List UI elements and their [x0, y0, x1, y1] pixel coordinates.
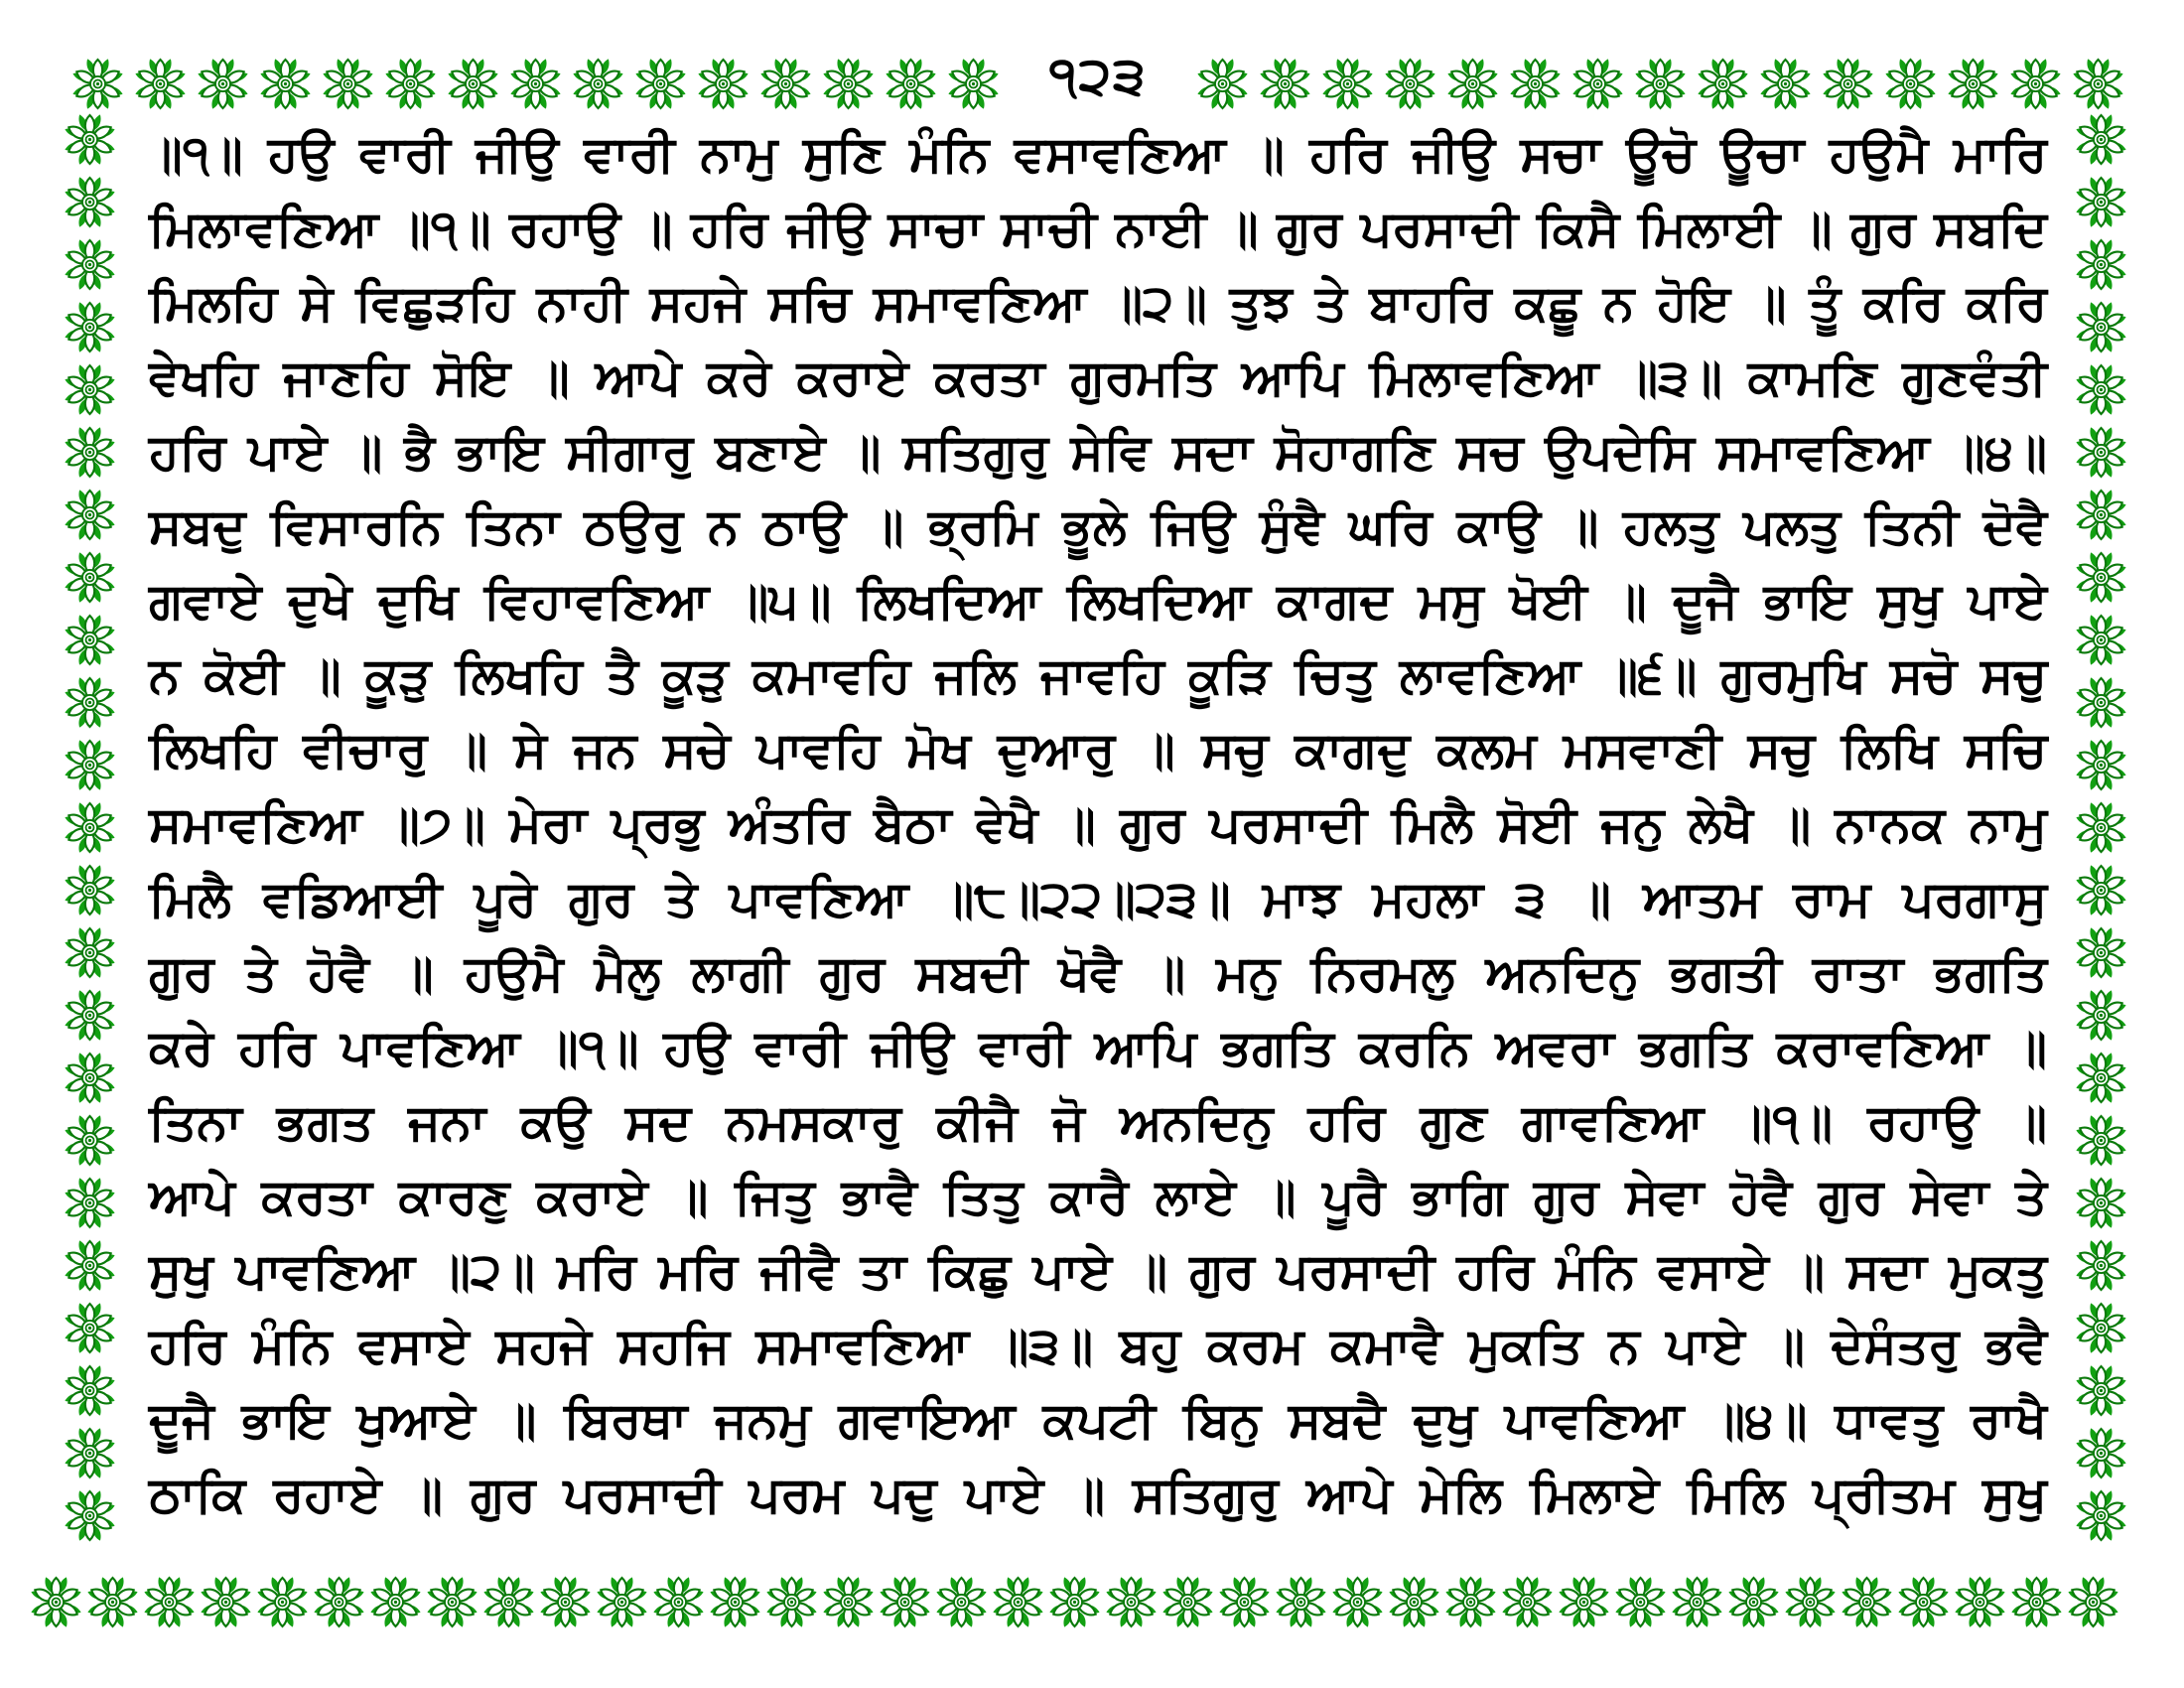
text-line: ਵੇਖਹਿ ਜਾਣਹਿ ਸੋਇ ॥ ਆਪੇ ਕਰੇ ਕਰਾਏ ਕਰਤਾ ਗੁਰਮਤਿ ਆਪਿ ਮਿਲਾਵਣਿਆ ॥੩॥ ਕਾਮਣਿ ਗੁਣਵੰਤੀ [149, 350, 2047, 405]
flower-icon [1273, 1574, 1329, 1630]
flower-icon [1695, 56, 1751, 112]
flower-icon [2073, 361, 2129, 418]
flower-icon [1216, 1574, 1273, 1630]
flower-icon [62, 1362, 118, 1419]
flower-icon [2073, 1175, 2129, 1231]
flower-icon [570, 56, 626, 112]
flower-icon [2070, 56, 2126, 112]
text-line: ਹਰਿ ਪਾਏ ॥ ਭੈ ਭਾਇ ਸੀਗਾਰੁ ਬਣਾਏ ॥ ਸਤਿਗੁਰੁ ਸੇਵਿ ਸਦਾ ਸੋਹਾਗਣਿ ਸਚ ਉਪਦੇਸਿ ਸਮਾਵਣਿਆ ॥੪॥ [149, 424, 2047, 480]
flower-icon [382, 56, 439, 112]
flower-icon [62, 1175, 118, 1231]
flower-icon [1556, 1574, 1612, 1630]
page-number: ੧੨੩ [1048, 48, 1148, 105]
flower-icon [28, 1574, 84, 1630]
flower-icon [62, 299, 118, 355]
flower-icon [424, 1574, 480, 1630]
text-line: ਕਰੇ ਹਰਿ ਪਾਵਣਿਆ ॥੧॥ ਹਉ ਵਾਰੀ ਜੀਉ ਵਾਰੀ ਆਪਿ ਭਗਤਿ ਕਰਨਿ ਅਵਰਾ ਭਗਤਿ ਕਰਾਵਣਿਆ ॥ [149, 1020, 2047, 1075]
flower-icon [257, 56, 314, 112]
flower-icon [2065, 1574, 2121, 1630]
flower-icon [62, 424, 118, 481]
flower-icon [62, 1112, 118, 1169]
text-line: ਮਿਲਹਿ ਸੇ ਵਿਛੁੜਹਿ ਨਾਹੀ ਸਹਜੇ ਸਚਿ ਸਮਾਵਣਿਆ ॥੨॥ ਤੁਝ ਤੇ ਬਾਹਰਿ ਕਛੂ ਨ ਹੋਇ ॥ ਤੂੰ ਕਰਿ ਕਰਿ [149, 275, 2047, 331]
bottom-border [28, 1574, 2119, 1630]
flower-icon [1329, 1574, 1386, 1630]
flower-icon [2008, 1574, 2065, 1630]
flower-icon [198, 1574, 254, 1630]
flower-icon [1882, 56, 1939, 112]
flower-icon [2073, 236, 2129, 293]
flower-icon [2073, 174, 2129, 230]
flower-icon [2007, 56, 2064, 112]
flower-icon [84, 1574, 141, 1630]
flower-icon [62, 612, 118, 668]
flower-icon [62, 924, 118, 981]
flower-icon [877, 1574, 933, 1630]
flower-icon [62, 549, 118, 606]
text-line: ਠਾਕਿ ਰਹਾਏ ॥ ਗੁਰ ਪਰਸਾਦੀ ਪਰਮ ਪਦੁ ਪਾਏ ॥ ਸਤਿਗੁਰੁ ਆਪੇ ਮੇਲਿ ਮਿਲਾਏ ਮਿਲਿ ਪ੍ਰੀਤਮ ਸੁਖੁ [149, 1467, 2047, 1522]
left-border [62, 111, 118, 1544]
flower-icon [537, 1574, 594, 1630]
flower-icon [2073, 549, 2129, 606]
flower-icon [480, 1574, 537, 1630]
flower-icon [62, 674, 118, 731]
flower-icon [507, 56, 564, 112]
flower-icon [2073, 1112, 2129, 1169]
flower-icon [594, 1574, 650, 1630]
flower-icon [1820, 56, 1876, 112]
flower-icon [1507, 56, 1564, 112]
text-line: ਮਿਲੈ ਵਡਿਆਈ ਪੂਰੇ ਗੁਰ ਤੇ ਪਾਵਣਿਆ ॥੮॥੨੨॥੨੩॥ ਮਾਝ ਮਹਲਾ ੩ ॥ ਆਤਮ ਰਾਮ ਪਰਗਾਸੁ [149, 871, 2047, 926]
flower-icon [2073, 1050, 2129, 1106]
text-line: ਲਿਖਹਿ ਵੀਚਾਰੁ ॥ ਸੇ ਜਨ ਸਚੇ ਪਾਵਹਿ ਮੋਖ ਦੁਆਰੁ ॥ ਸਚੁ ਕਾਗਦੁ ਕਲਮ ਮਸਵਾਣੀ ਸਚੁ ਲਿਖਿ ਸਚਿ [149, 722, 2047, 777]
flower-icon [1839, 1574, 1895, 1630]
flower-icon [2073, 737, 2129, 793]
flower-icon [945, 56, 1002, 112]
flower-icon [695, 56, 751, 112]
text-line: ਨ ਕੋਈ ॥ ਕੂੜੁ ਲਿਖਹਿ ਤੈ ਕੂੜੁ ਕਮਾਵਹਿ ਜਲਿ ਜਾਵਹਿ ਕੂੜਿ ਚਿਤੁ ਲਾਵਣਿਆ ॥੬॥ ਗੁਰਮੁਖਿ ਸਚੋ ਸਚੁ [149, 647, 2047, 703]
flower-icon [2073, 299, 2129, 355]
flower-icon [1160, 1574, 1216, 1630]
flower-icon [1382, 56, 1438, 112]
flower-icon [1499, 1574, 1556, 1630]
flower-icon [1046, 1574, 1103, 1630]
flower-icon [254, 1574, 311, 1630]
flower-icon [1952, 1574, 2008, 1630]
flower-icon [820, 1574, 877, 1630]
flower-icon [1632, 56, 1689, 112]
flower-icon [445, 56, 501, 112]
flower-icon [1386, 1574, 1442, 1630]
flower-icon [2073, 1300, 2129, 1356]
text-line: ਹਰਿ ਮੰਨਿ ਵਸਾਏ ਸਹਜੇ ਸਹਜਿ ਸਮਾਵਣਿਆ ॥੩॥ ਬਹੁ ਕਰਮ ਕਮਾਵੈ ਮੁਕਤਿ ਨ ਪਾਏ ॥ ਦੇਸੰਤਰੁ ਭਵੈ [149, 1318, 2047, 1373]
text-line: ਸਬਦੁ ਵਿਸਾਰਨਿ ਤਿਨਾ ਠਉਰੁ ਨ ਠਾਉ ॥ ਭ੍ਰਮਿ ਭੂਲੇ ਜਿਉ ਸੁੰਞੈ ਘਰਿ ਕਾਉ ॥ ਹਲਤੁ ਪਲਤੁ ਤਿਨੀ ਦੋਵੈ [149, 498, 2047, 554]
flower-icon [2073, 487, 2129, 543]
top-border-left-flowers [69, 56, 1002, 112]
flower-icon [69, 56, 126, 112]
flower-icon [62, 799, 118, 856]
flower-icon [1444, 56, 1501, 112]
flower-icon [62, 111, 118, 168]
flower-icon [1757, 56, 1814, 112]
flower-icon [1257, 56, 1313, 112]
flower-icon [1194, 56, 1251, 112]
flower-icon [632, 56, 689, 112]
flower-icon [367, 1574, 424, 1630]
flower-icon [62, 1237, 118, 1294]
flower-icon [933, 1574, 990, 1630]
flower-icon [62, 487, 118, 543]
flower-icon [2073, 111, 2129, 168]
flower-icon [62, 361, 118, 418]
text-line: ਸੁਖੁ ਪਾਵਣਿਆ ॥੨॥ ਮਰਿ ਮਰਿ ਜੀਵੈ ਤਾ ਕਿਛੁ ਪਾਏ ॥ ਗੁਰ ਪਰਸਾਦੀ ਹਰਿ ਮੰਨਿ ਵਸਾਏ ॥ ਸਦਾ ਮੁਕਤੁ [149, 1243, 2047, 1299]
flower-icon [1319, 56, 1376, 112]
flower-icon [2073, 987, 2129, 1044]
flower-icon [1725, 1574, 1782, 1630]
flower-icon [763, 1574, 820, 1630]
flower-icon [757, 56, 814, 112]
flower-icon [2073, 1237, 2129, 1294]
flower-icon [62, 862, 118, 918]
flower-icon [1442, 1574, 1499, 1630]
flower-icon [707, 1574, 763, 1630]
scripture-text [149, 117, 2047, 1532]
text-line: ਦੂਜੈ ਭਾਇ ਖੁਆਏ ॥ ਬਿਰਥਾ ਜਨਮੁ ਗਵਾਇਆ ਕਪਟੀ ਬਿਨੁ ਸਬਦੈ ਦੁਖੁ ਪਾਵਣਿਆ ॥੪॥ ਧਾਵਤੁ ਰਾਖੈ [149, 1392, 2047, 1448]
flower-icon [883, 56, 939, 112]
flower-icon [1669, 1574, 1725, 1630]
flower-icon [62, 174, 118, 230]
text-line: ਮਿਲਾਵਣਿਆ ॥੧॥ ਰਹਾਉ ॥ ਹਰਿ ਜੀਉ ਸਾਚਾ ਸਾਚੀ ਨਾਈ ॥ ਗੁਰ ਪਰਸਾਦੀ ਕਿਸੈ ਮਿਲਾਈ ॥ ਗੁਰ ਸਬਦਿ [149, 201, 2047, 256]
flower-icon [2073, 862, 2129, 918]
text-line: ॥੧॥ ਹਉ ਵਾਰੀ ਜੀਉ ਵਾਰੀ ਨਾਮੁ ਸੁਣਿ ਮੰਨਿ ਵਸਾਵਣਿਆ ॥ ਹਰਿ ਜੀਉ ਸਚਾ ਊਚੋ ਊਚਾ ਹਉਮੈ ਮਾਰਿ [149, 126, 2047, 182]
flower-icon [1945, 56, 2001, 112]
right-border [2073, 111, 2129, 1544]
flower-icon [62, 1487, 118, 1544]
flower-icon [62, 737, 118, 793]
flower-icon [141, 1574, 198, 1630]
flower-icon [1895, 1574, 1952, 1630]
flower-icon [62, 987, 118, 1044]
flower-icon [62, 236, 118, 293]
flower-icon [62, 1425, 118, 1481]
flower-icon [195, 56, 251, 112]
flower-icon [1570, 56, 1626, 112]
text-line: ਆਪੇ ਕਰਤਾ ਕਾਰਣੁ ਕਰਾਏ ॥ ਜਿਤੁ ਭਾਵੈ ਤਿਤੁ ਕਾਰੈ ਲਾਏ ॥ ਪੂਰੈ ਭਾਗਿ ਗੁਰ ਸੇਵਾ ਹੋਵੈ ਗੁਰ ਸੇਵਾ ਤੇ [149, 1169, 2047, 1224]
text-line: ਗਵਾਏ ਦੁਖੇ ਦੁਖਿ ਵਿਹਾਵਣਿਆ ॥੫॥ ਲਿਖਦਿਆ ਲਿਖਦਿਆ ਕਾਗਦ ਮਸੁ ਖੋਈ ॥ ਦੂਜੈ ਭਾਇ ਸੁਖੁ ਪਾਏ [149, 573, 2047, 629]
flower-icon [132, 56, 189, 112]
text-line: ਗੁਰ ਤੇ ਹੋਵੈ ॥ ਹਉਮੈ ਮੈਲੁ ਲਾਗੀ ਗੁਰ ਸਬਦੀ ਖੋਵੈ ॥ ਮਨੁ ਨਿਰਮਲੁ ਅਨਦਿਨੁ ਭਗਤੀ ਰਾਤਾ ਭਗਤਿ [149, 945, 2047, 1001]
flower-icon [650, 1574, 707, 1630]
flower-icon [311, 1574, 367, 1630]
flower-icon [62, 1300, 118, 1356]
flower-icon [2073, 612, 2129, 668]
flower-icon [1103, 1574, 1160, 1630]
flower-icon [2073, 424, 2129, 481]
flower-icon [2073, 674, 2129, 731]
flower-icon [1612, 1574, 1669, 1630]
flower-icon [2073, 799, 2129, 856]
flower-icon [820, 56, 877, 112]
flower-icon [990, 1574, 1046, 1630]
flower-icon [2073, 1487, 2129, 1544]
flower-icon [62, 1050, 118, 1106]
text-line: ਤਿਨਾ ਭਗਤ ਜਨਾ ਕਉ ਸਦ ਨਮਸਕਾਰੁ ਕੀਜੈ ਜੋ ਅਨਦਿਨੁ ਹਰਿ ਗੁਣ ਗਾਵਣਿਆ ॥੧॥ ਰਹਾਉ ॥ [149, 1094, 2047, 1150]
flower-icon [2073, 1362, 2129, 1419]
flower-icon [2073, 924, 2129, 981]
top-border-right-flowers [1194, 56, 2126, 112]
top-border [69, 48, 2126, 112]
flower-icon [320, 56, 376, 112]
flower-icon [2073, 1425, 2129, 1481]
flower-icon [1782, 1574, 1839, 1630]
text-line: ਸਮਾਵਣਿਆ ॥੭॥ ਮੇਰਾ ਪ੍ਰਭੁ ਅੰਤਰਿ ਬੈਠਾ ਵੇਖੈ ॥ ਗੁਰ ਪਰਸਾਦੀ ਮਿਲੈ ਸੋਈ ਜਨੁ ਲੇਖੈ ॥ ਨਾਨਕ ਨਾਮੁ [149, 796, 2047, 852]
